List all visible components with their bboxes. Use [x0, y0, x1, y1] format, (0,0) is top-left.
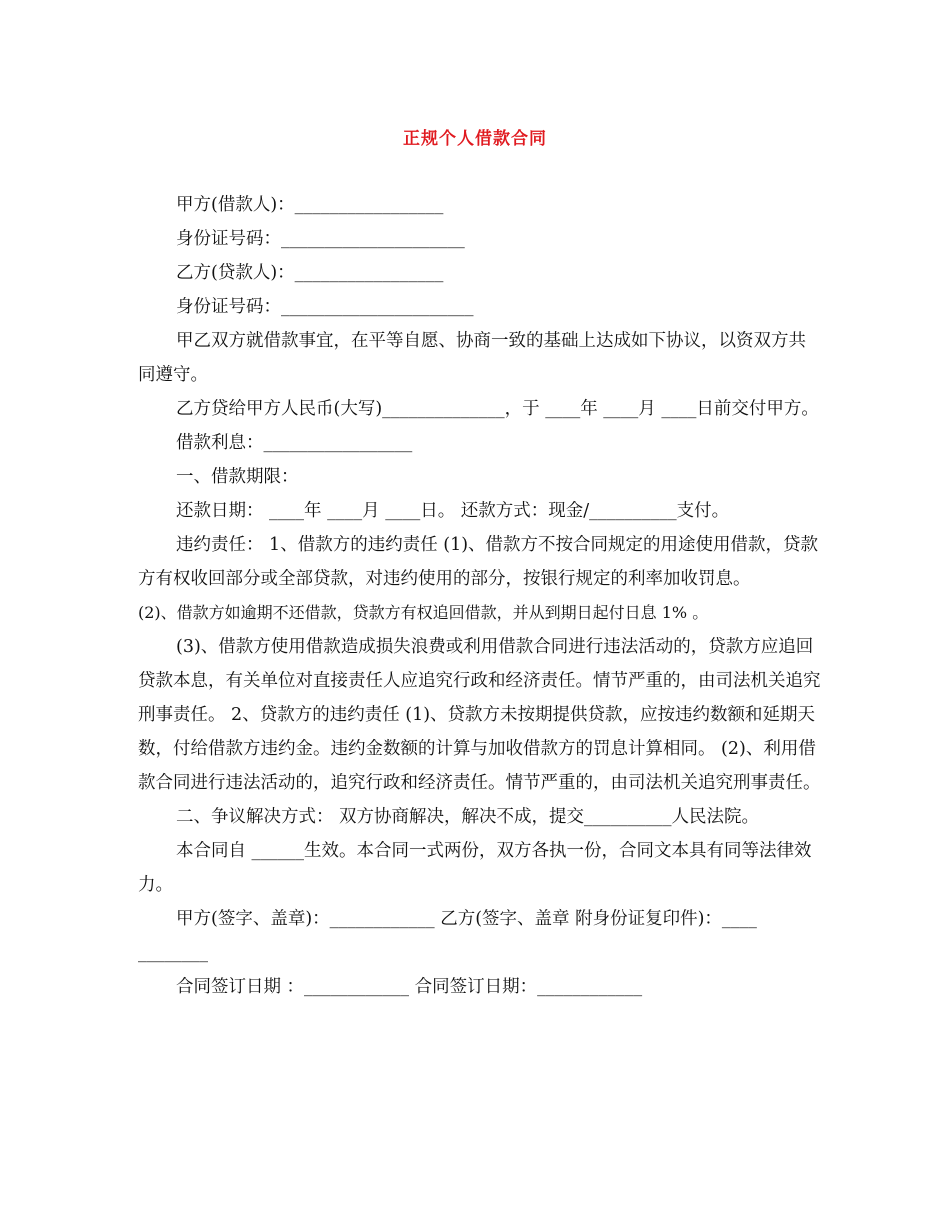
borrower-line: 甲方(借款人)：_________________: [176, 195, 444, 215]
effect-paragraph: 本合同自 ______生效。本合同一式两份，双方各执一份，合同文本具有同等法律效力。: [138, 841, 812, 895]
term-heading: 一、借款期限：: [176, 467, 299, 487]
sign-date-line: 合同签订日期 ：____________ 合同签订日期：____________: [176, 977, 643, 997]
breach-paragraph-2: (2)、借款方如逾期不还借款，贷款方有权追回借款，并从到期日起付日息 1% 。: [138, 603, 709, 622]
intro-paragraph: 甲乙双方就借款事宜，在平等自愿、协商一致的基础上达成如下协议，以资双方共同遵守。: [138, 331, 806, 385]
loan-paragraph: 乙方贷给甲方人民币(大写)______________，于 ____年 ____月 ____日前交付甲方。: [176, 399, 819, 419]
repayment-line: 还款日期： ____年 ____月 ____日。 还款方式：现金/__________支付。: [176, 501, 730, 521]
interest-line: 借款利息：_________________: [176, 433, 413, 453]
dispute-line: 二、争议解决方式： 双方协商解决，解决不成，提交__________人民法院。: [176, 807, 760, 827]
borrower-id-line: 身份证号码：_____________________: [176, 229, 465, 249]
document-title: 正规个人借款合同: [403, 129, 547, 149]
document-body: [138, 188, 822, 1004]
lender-id-line: 身份证号码：______________________: [176, 297, 474, 317]
signature-line: 甲方(签字、盖章)：____________ 乙方(签字、盖章 附身份证复印件)：____ ________: [138, 909, 763, 963]
lender-line: 乙方(贷款人)：_________________: [176, 263, 444, 283]
breach-paragraph-1: 违约责任： 1、借款方的违约责任 (1)、借款方不按合同规定的用途使用借款，贷款方有权收回部分或全部贷款，对违约使用的部分，按银行规定的利率加收罚息。: [138, 535, 819, 589]
breach-paragraph-3: (3)、借款方使用借款造成损失浪费或利用借款合同进行违法活动的，贷款方应追回贷款本息，有关单位对直接责任人应追究行政和经济责任。情节严重的，由司法机关追究刑事责任。 2、贷款方的违约责任 (1)、贷款方未按期提供贷款，应按违约数额和延期天数，付给借款方违约金。违约金数额的计算与加收借款方的罚息计算相同。 (2)、利用借款合同进行违法活动的，追究行政和经济责任。情节严重的，由司法机关追究刑事责任。: [138, 637, 821, 793]
